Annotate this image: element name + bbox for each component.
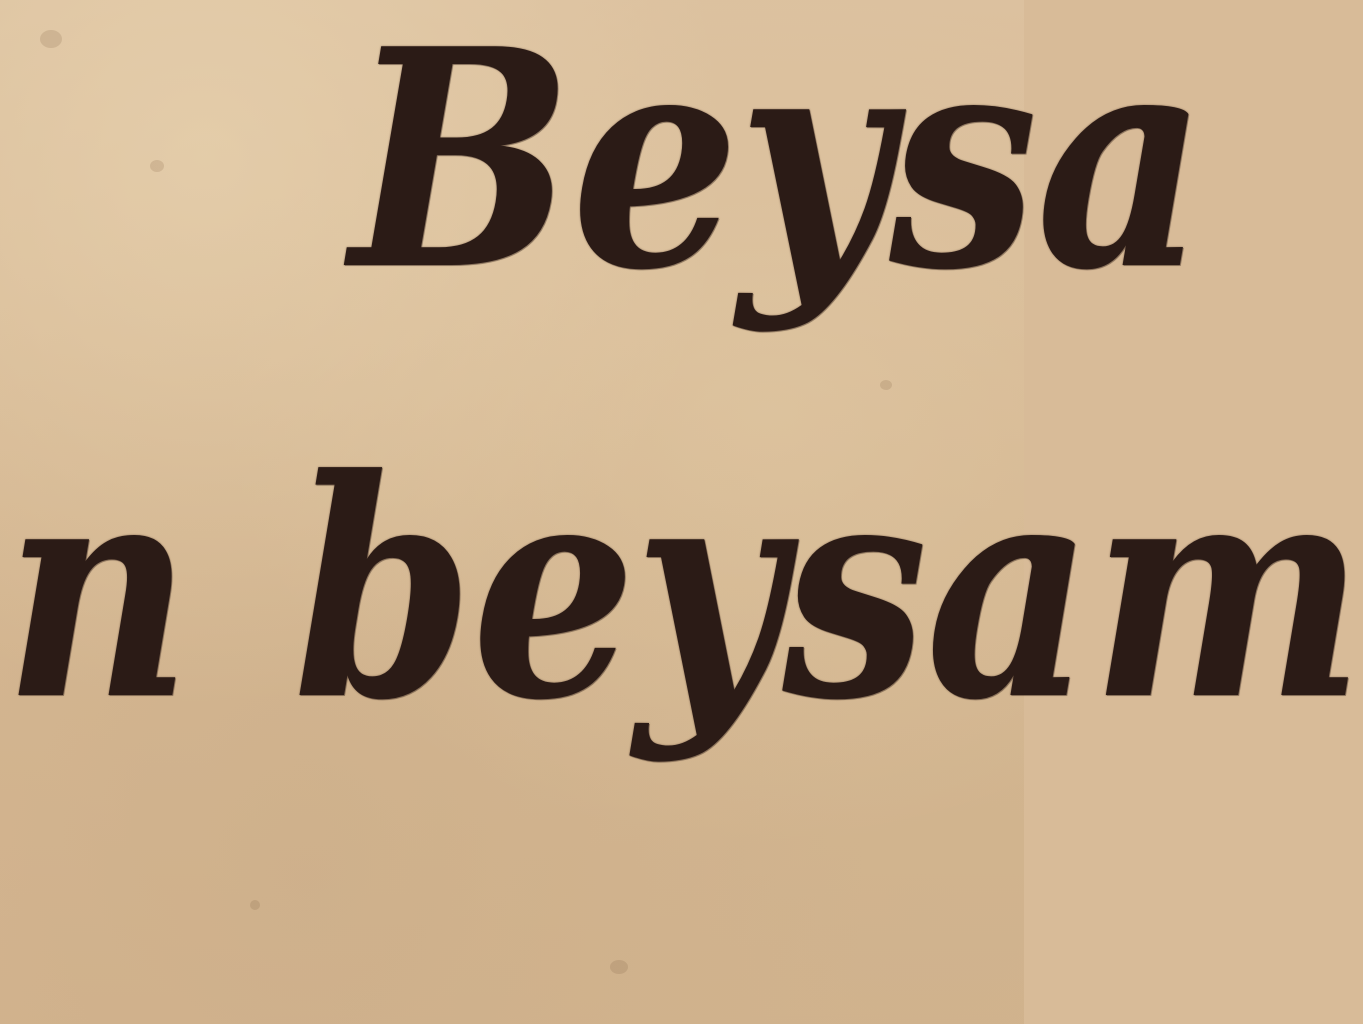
paper-speck [150,160,164,172]
text-line-1 [350,0,1206,336]
word-n: n [4,413,190,766]
word-beysa: Beysa [350,0,1206,336]
paper-speck [40,30,62,48]
paper-speck [610,960,628,974]
word-beysam: beysam [293,413,1363,766]
paper-speck [880,380,892,390]
paper-speck [250,900,260,910]
text-line-2 [4,413,1363,766]
